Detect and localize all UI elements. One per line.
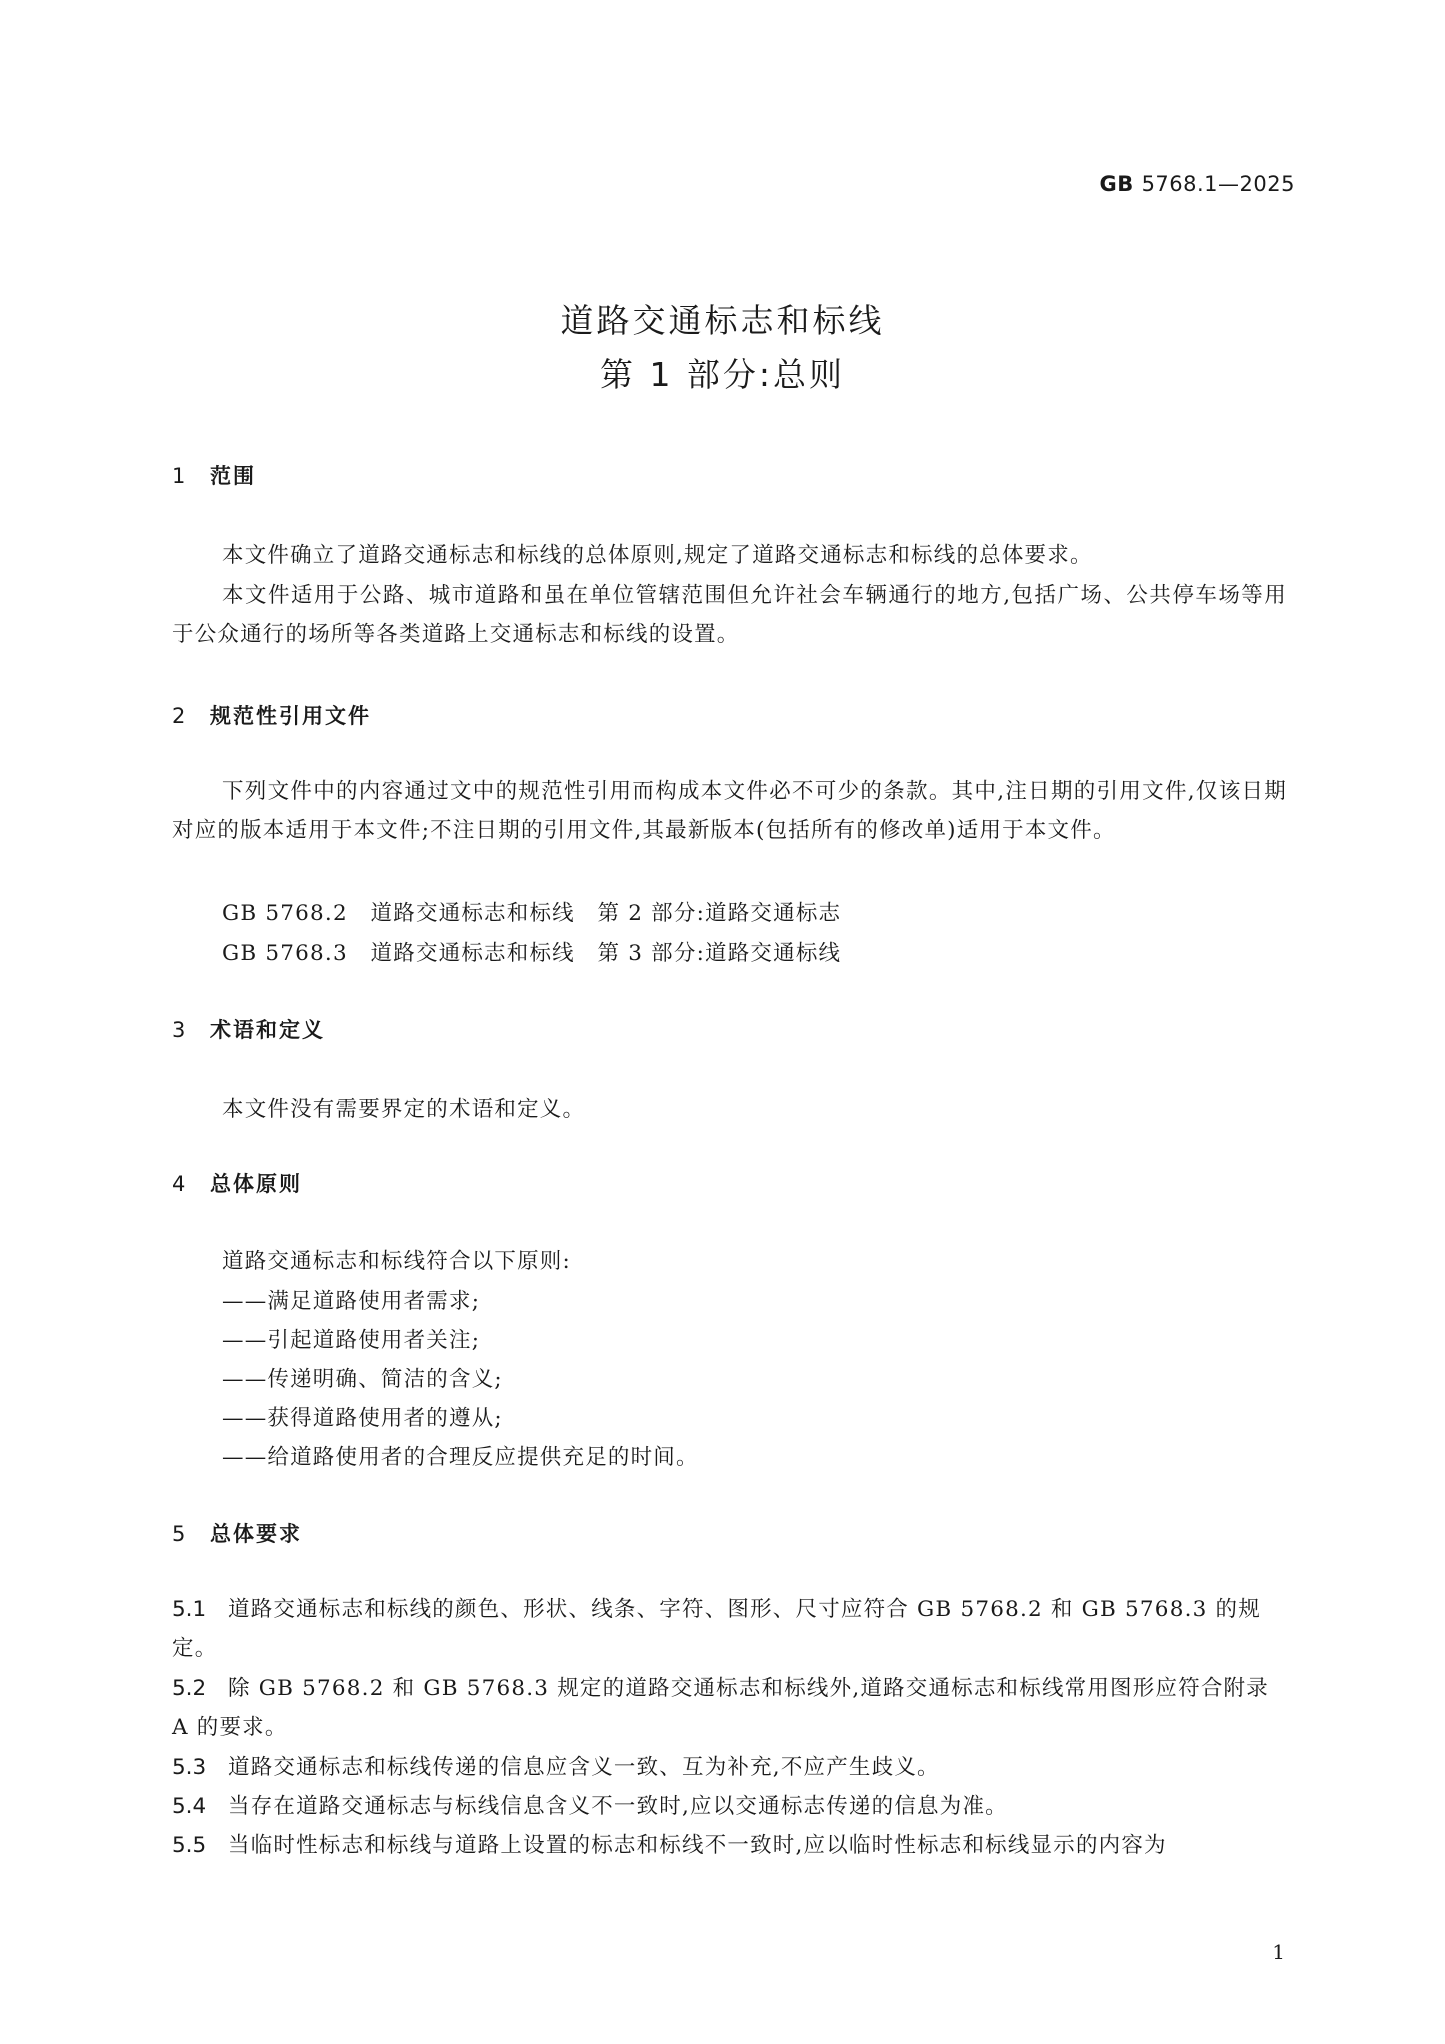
paragraph: 本文件确立了道路交通标志和标线的总体原则,规定了道路交通标志和标线的总体要求。 bbox=[222, 543, 1093, 568]
section-heading-general-requirements bbox=[172, 1518, 302, 1548]
standard-code bbox=[1100, 172, 1296, 196]
clause-text: 当临时性标志和标线与道路上设置的标志和标线不一致时,应以临时性标志和标线显示的内容为 bbox=[228, 1833, 1167, 1858]
paragraph: 下列文件中的内容通过文中的规范性引用而构成本文件必不可少的条款。其中,注日期的引用文件,仅该日期对应的版本适用于本文件;不注日期的引用文件,其最新版本(包括所有的修改单)适用于本文件。 bbox=[172, 779, 1287, 843]
page-number: 1 bbox=[1272, 1940, 1285, 1964]
section-title: 术语和定义 bbox=[210, 1018, 325, 1042]
paragraph: 本文件没有需要界定的术语和定义。 bbox=[222, 1097, 586, 1122]
clause-number: 5.4 bbox=[172, 1794, 207, 1819]
document-title bbox=[0, 294, 1445, 402]
list-item: ——引起道路使用者关注; bbox=[222, 1328, 481, 1353]
section-title: 总体原则 bbox=[210, 1172, 302, 1196]
list-item: ——获得道路使用者的遵从; bbox=[222, 1406, 503, 1431]
section-heading-terms bbox=[172, 1014, 325, 1044]
clause-text: 道路交通标志和标线的颜色、形状、线条、字符、图形、尺寸应符合 GB 5768.2 和 GB 5768.3 的规定。 bbox=[172, 1597, 1261, 1661]
reference-item: GB 5768.2 道路交通标志和标线 第 2 部分:道路交通标志 bbox=[222, 901, 842, 926]
standard-number: 5768.1—2025 bbox=[1141, 172, 1295, 196]
clause bbox=[172, 1590, 1287, 1668]
section-title: 总体要求 bbox=[210, 1522, 302, 1546]
clause bbox=[172, 1787, 1287, 1826]
section-title: 规范性引用文件 bbox=[210, 704, 371, 728]
clause bbox=[172, 1826, 1287, 1865]
clause-text: 当存在道路交通标志与标线信息含义不一致时,应以交通标志传递的信息为准。 bbox=[228, 1794, 1008, 1819]
standard-prefix: GB bbox=[1099, 172, 1134, 196]
section-heading-scope bbox=[172, 460, 256, 490]
list-item: ——满足道路使用者需求; bbox=[222, 1289, 481, 1314]
section-number: 3 bbox=[172, 1018, 188, 1042]
section-number: 4 bbox=[172, 1172, 188, 1196]
list-item: ——给道路使用者的合理反应提供充足的时间。 bbox=[222, 1445, 699, 1470]
clause-text: 除 GB 5768.2 和 GB 5768.3 规定的道路交通标志和标线外,道路交通标志和标线常用图形应符合附录 A 的要求。 bbox=[172, 1676, 1269, 1740]
section-title: 范围 bbox=[210, 464, 256, 488]
reference-item: GB 5768.3 道路交通标志和标线 第 3 部分:道路交通标线 bbox=[222, 941, 842, 966]
section-number: 1 bbox=[172, 464, 188, 488]
section-number: 2 bbox=[172, 704, 188, 728]
section-heading-principles bbox=[172, 1168, 302, 1198]
clause-number: 5.2 bbox=[172, 1676, 207, 1701]
clause-number: 5.3 bbox=[172, 1755, 207, 1780]
title-line-2: 第 1 部分:总则 bbox=[599, 355, 846, 394]
section-number: 5 bbox=[172, 1522, 188, 1546]
title-line-1: 道路交通标志和标线 bbox=[560, 301, 885, 340]
list-intro: 道路交通标志和标线符合以下原则: bbox=[222, 1249, 571, 1274]
clause-text: 道路交通标志和标线传递的信息应含义一致、互为补充,不应产生歧义。 bbox=[228, 1755, 940, 1780]
list-item: ——传递明确、简洁的含义; bbox=[222, 1367, 503, 1392]
clause bbox=[172, 1669, 1287, 1747]
clause bbox=[172, 1748, 1287, 1787]
clause-number: 5.1 bbox=[172, 1597, 207, 1622]
clause-number: 5.5 bbox=[172, 1833, 207, 1858]
paragraph: 本文件适用于公路、城市道路和虽在单位管辖范围但允许社会车辆通行的地方,包括广场、公共停车场等用于公众通行的场所等各类道路上交通标志和标线的设置。 bbox=[172, 583, 1287, 647]
section-heading-normative-references bbox=[172, 700, 371, 730]
